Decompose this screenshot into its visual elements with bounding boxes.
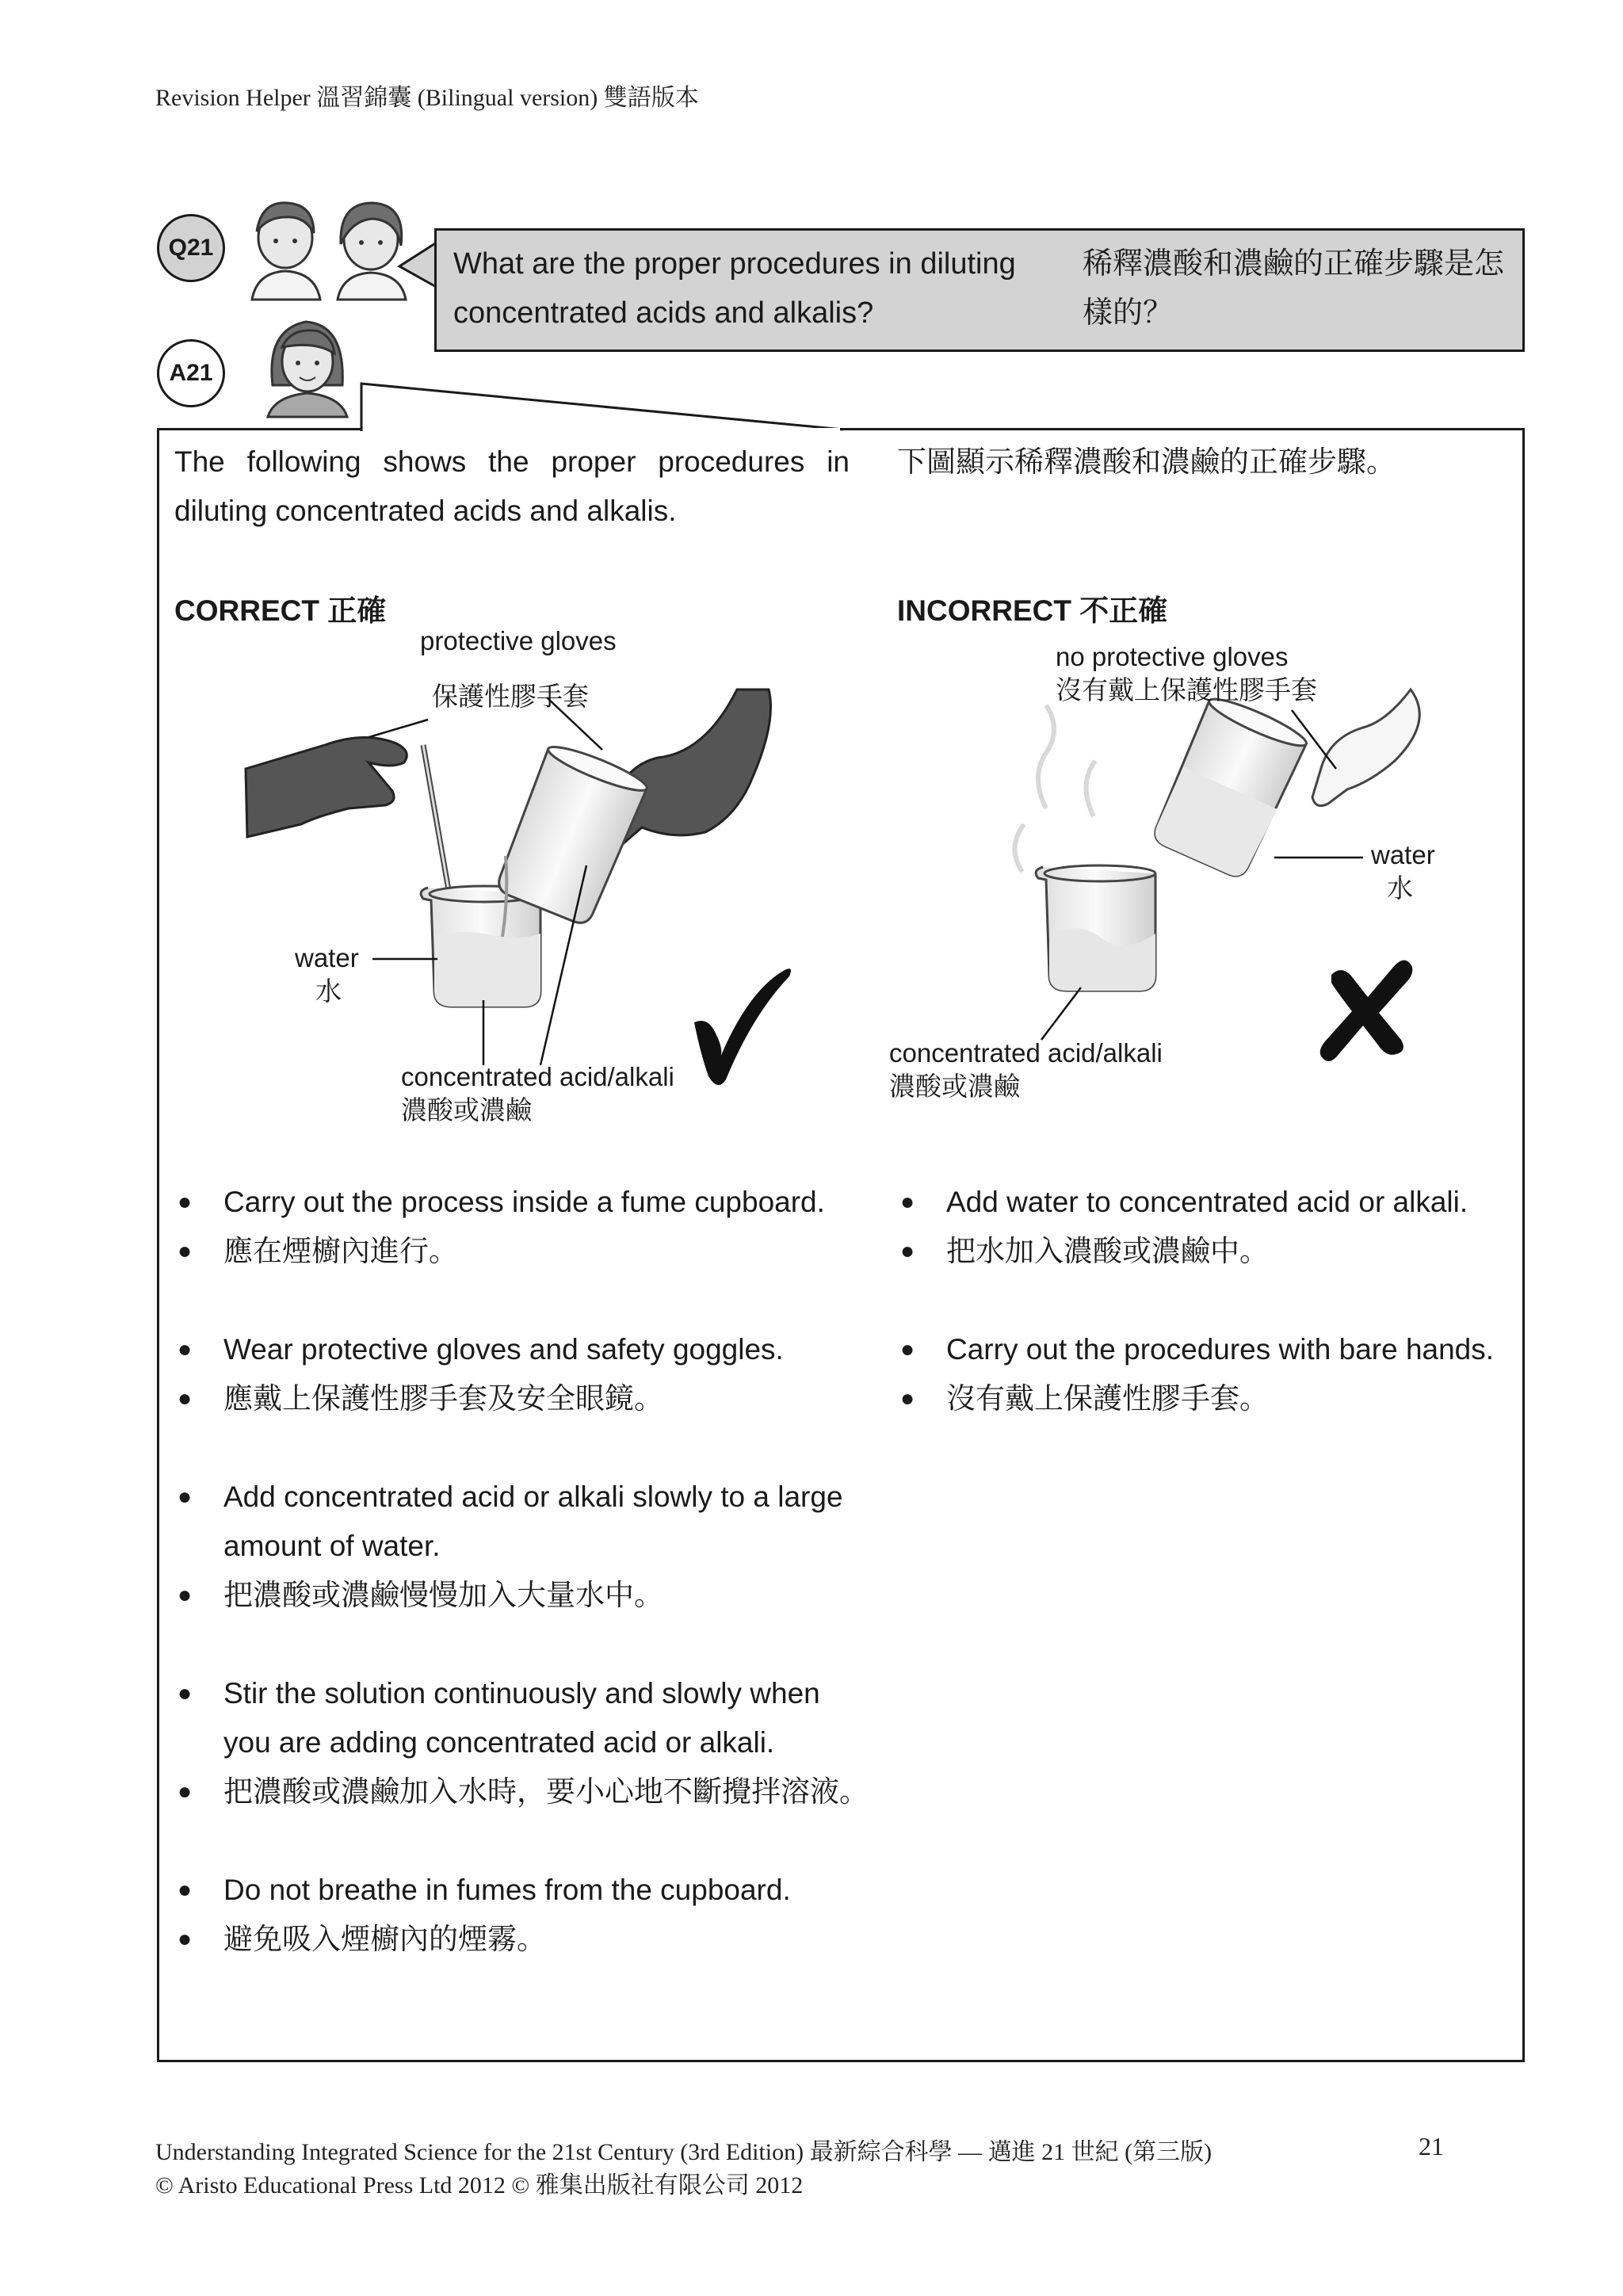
pouring-water-beaker: [1148, 692, 1311, 881]
correct-point-2-en: ● Wear protective gloves and safety goggles.: [178, 1333, 784, 1366]
correct-points-list: [174, 1178, 872, 1964]
incorrect-heading: INCORRECT 不正確: [897, 594, 1168, 627]
label-acid-alkali-en: concentrated acid/alkali: [401, 1062, 674, 1091]
label-protective-gloves-zh: 保護性膠手套: [432, 682, 589, 711]
correct-beaker: [421, 886, 540, 1007]
incorrect-point-2-zh: ● 沒有戴上保護性膠手套。: [900, 1382, 1269, 1415]
answer-bubble-pointer: [341, 380, 848, 433]
answer-tag: A21: [157, 339, 225, 407]
label-water-zh: 水: [315, 976, 342, 1006]
label-no-gloves-en: no protective gloves: [1056, 642, 1289, 671]
correct-point-4-zh: ● 把濃酸或濃鹼加入水時，要小心地不斷攪拌溶液。: [178, 1775, 869, 1808]
page-header: Revision Helper 溫習錦囊 (Bilingual version) 雙語版本: [155, 85, 699, 111]
question-tag: Q21: [157, 214, 225, 282]
correct-point-1-zh: ● 應在煙櫥內進行。: [178, 1235, 458, 1267]
label-acid-alkali-zh: 濃酸或濃鹼: [401, 1095, 532, 1125]
label-no-gloves-zh: 沒有戴上保護性膠手套: [1056, 675, 1317, 705]
correct-illustration: [230, 626, 832, 1133]
left-gloved-hand: [246, 737, 407, 837]
question-text-zh: 稀釋濃酸和濃鹼的正確步驟是怎樣的？: [1083, 247, 1505, 330]
incorrect-point-2-en: ● Carry out the procedures with bare hands.: [900, 1333, 1495, 1366]
page-number: 21: [1419, 2132, 1444, 2160]
correct-heading: CORRECT 正確: [174, 594, 387, 627]
label-water-en: water: [295, 943, 359, 972]
label-water-en: water: [1371, 840, 1435, 869]
tick-icon: [694, 968, 791, 1085]
question-text-en: What are the proper procedures in diluting concentrated acids and alkalis?: [453, 247, 1016, 330]
incorrect-point-1-en: ● Add water to concentrated acid or alkali.: [900, 1186, 1468, 1218]
steam: [1014, 705, 1095, 872]
incorrect-point-1-zh: ● 把水加入濃酸或濃鹼中。: [900, 1235, 1269, 1267]
bare-hand: [1312, 690, 1419, 806]
footer-copyright: © Aristo Educational Press Ltd 2012 © 雅集出版社有限公司 2012: [155, 2172, 804, 2199]
label-protective-gloves-en: protective gloves: [420, 626, 617, 655]
correct-point-5-en: ● Do not breathe in fumes from the cupboard.: [178, 1874, 791, 1906]
cross-icon: [1320, 960, 1413, 1061]
correct-point-5-zh: ● 避免吸入煙櫥內的煙霧。: [178, 1923, 546, 1955]
label-water-zh: 水: [1387, 873, 1413, 903]
correct-point-4-en: ● Stir the solution continuously and slowly when you are adding concentrated acid or alkali.: [178, 1677, 820, 1759]
incorrect-beaker: [1036, 865, 1155, 991]
answer-intro-zh: 下圖顯示稀釋濃酸和濃鹼的正確步驟。: [897, 445, 1396, 478]
label-acid-alkali-en: concentrated acid/alkali: [889, 1038, 1163, 1068]
incorrect-illustration: [888, 634, 1522, 1125]
incorrect-points-list: [897, 1178, 1531, 1423]
correct-point-3-zh: ● 把濃酸或濃鹼慢慢加入大量水中。: [178, 1579, 663, 1611]
label-acid-alkali-zh: 濃酸或濃鹼: [889, 1072, 1020, 1101]
correct-point-2-zh: ● 應戴上保護性膠手套及安全眼鏡。: [178, 1382, 663, 1415]
correct-point-1-en: ● Carry out the process inside a fume cupboard.: [178, 1186, 825, 1218]
footer-book-title: Understanding Integrated Science for the 21st Century (3rd Edition) 最新綜合科學 — 邁進 21 世紀 (第三版): [155, 2139, 1212, 2165]
correct-point-3-en: ● Add concentrated acid or alkali slowly to a large amount of water.: [178, 1480, 843, 1562]
answer-intro-en: The following shows the proper procedures in diluting concentrated acids and alkalis.: [174, 445, 850, 527]
